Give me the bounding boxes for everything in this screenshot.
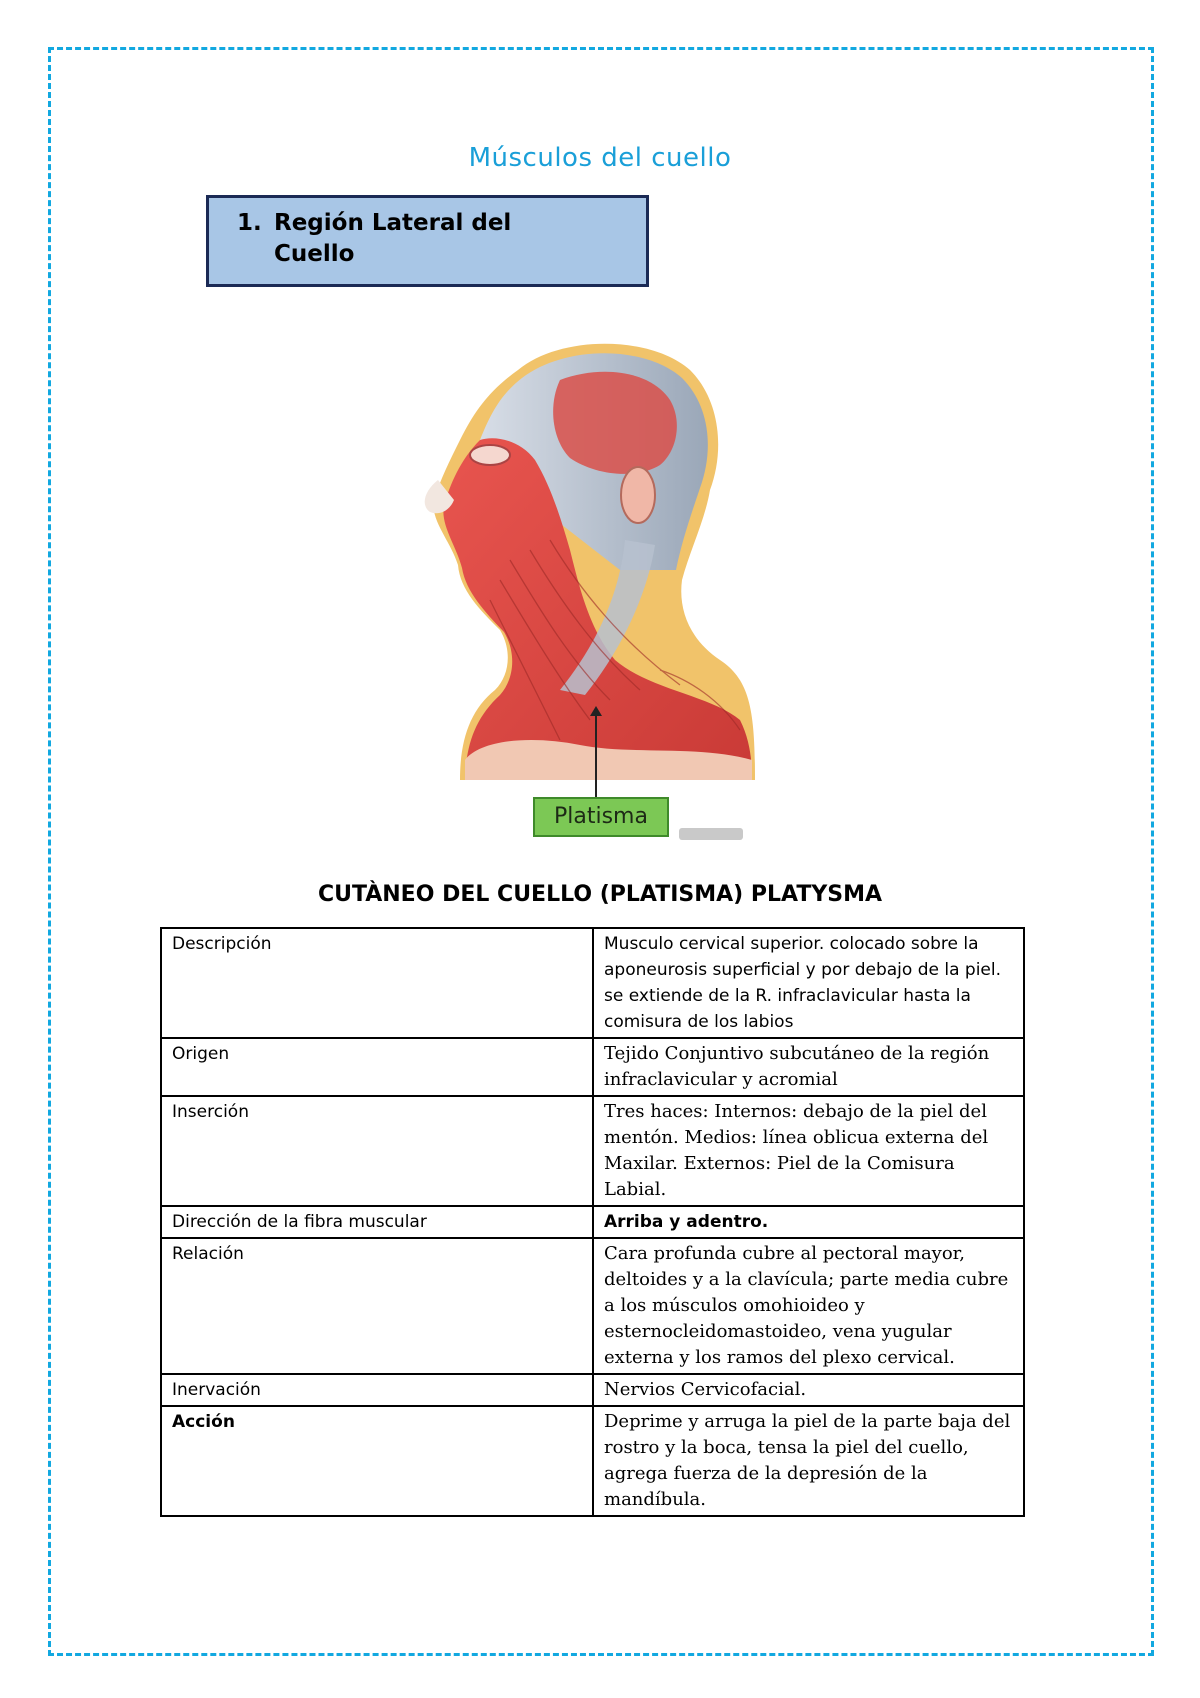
table-row [161, 928, 1024, 1038]
table-row [161, 1038, 1024, 1096]
row-value-direccion: Arriba y adentro. [593, 1206, 1024, 1238]
row-label-inervacion: Inervación [161, 1374, 593, 1406]
row-label-accion: Acción [161, 1406, 593, 1516]
row-value-accion: Deprime y arruga la piel de la parte baja del rostro y la boca, tensa la piel del cuello, agrega fuerza de la depresión de la mandíbula. [593, 1406, 1024, 1516]
row-value-relacion: Cara profunda cubre al pectoral mayor, deltoides y a la clavícula; parte media cubre a los músculos omohioideo y esternocleidomastoideo, vena yugular externa y los ramos del plexo cervical. [593, 1238, 1024, 1374]
row-label-relacion: Relación [161, 1238, 593, 1374]
table-row [161, 1096, 1024, 1206]
row-label-descripcion: Descripción [161, 928, 593, 1038]
row-value-descripcion: Musculo cervical superior. colocado sobre la aponeurosis superficial y por debajo de la piel. se extiende de la R. infraclavicular hasta la comisura de los labios [593, 928, 1024, 1038]
row-value-inervacion: Nervios Cervicofacial. [593, 1374, 1024, 1406]
section-heading-box [206, 195, 649, 287]
table-row [161, 1238, 1024, 1374]
table-row [161, 1374, 1024, 1406]
table-row [161, 1406, 1024, 1516]
section-number: 1. [237, 210, 262, 236]
document-title: Músculos del cuello [468, 143, 732, 173]
row-value-insercion: Tres haces: Internos: debajo de la piel del mentón. Medios: línea oblicua externa del Maxilar. Externos: Piel de la Comisura Labial. [593, 1096, 1024, 1206]
section-label: Región Lateral del Cuello [274, 210, 512, 267]
row-label-insercion: Inserción [161, 1096, 593, 1206]
platisma-callout-label: Platisma [533, 797, 669, 837]
row-label-direccion: Dirección de la fibra muscular [161, 1206, 593, 1238]
muscle-info-table [160, 927, 1025, 1517]
row-value-origen: Tejido Conjuntivo subcutáneo de la región infraclavicular y acromial [593, 1038, 1024, 1096]
row-label-origen: Origen [161, 1038, 593, 1096]
table-row [161, 1206, 1024, 1238]
gray-tab-decoration [679, 828, 743, 840]
neck-muscles-illustration [420, 340, 760, 840]
callout-line [595, 712, 597, 798]
table-title: CUTÀNEO DEL CUELLO (PLATISMA) PLATYSMA [317, 882, 883, 907]
